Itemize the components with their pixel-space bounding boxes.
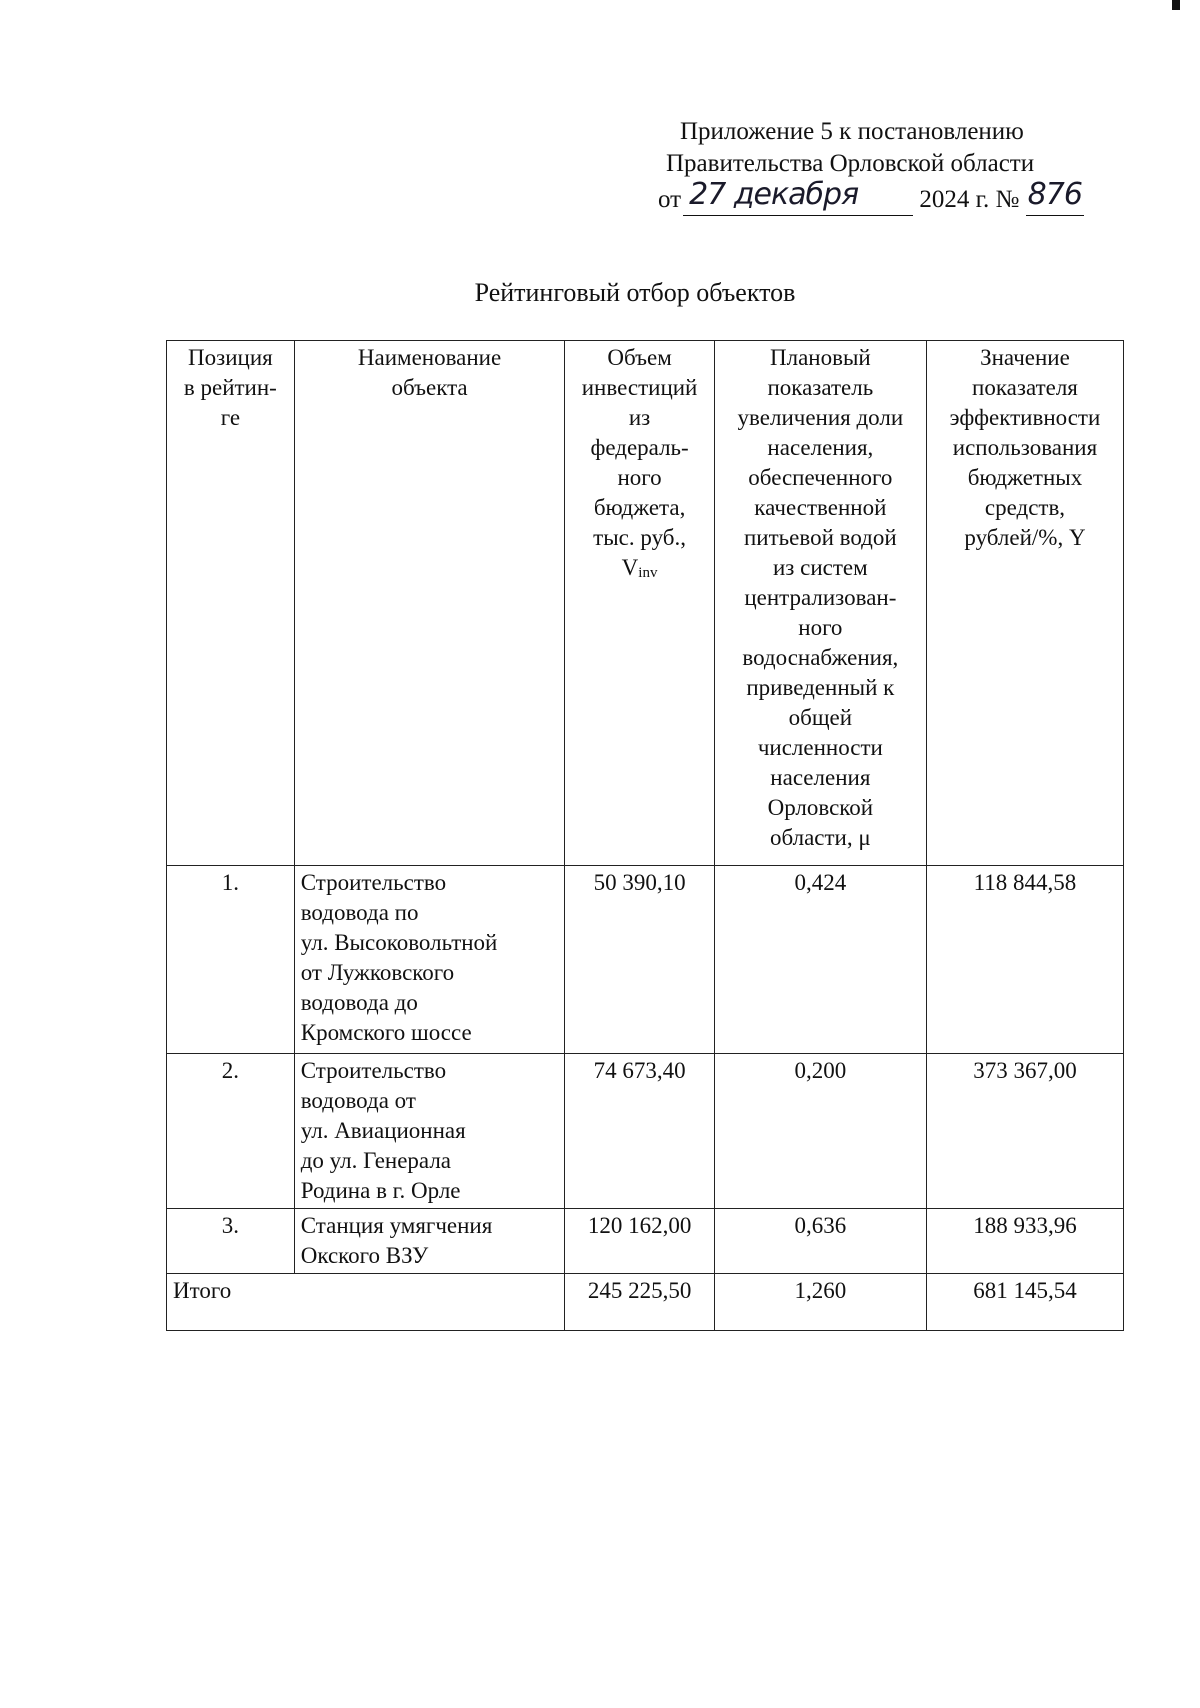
- header-volume-symbol-sub: inv: [638, 565, 658, 581]
- cell-volume: 74 673,40: [565, 1054, 714, 1209]
- cell-name: Станция умягчения Окского ВЗУ: [294, 1209, 565, 1274]
- date-number-line: [658, 177, 1084, 216]
- header-value: Значение показателя эффективности использования бюджетных средств, рублей/%, Y: [926, 341, 1123, 866]
- cell-position: 1.: [167, 866, 295, 1054]
- header-volume-text: Объем инвестиций из федераль- ного бюджета, тыс. руб.,: [581, 345, 698, 550]
- handwritten-number: 876: [1027, 177, 1082, 212]
- cell-volume: 50 390,10: [565, 866, 714, 1054]
- total-label: Итого: [167, 1274, 565, 1331]
- cell-position: 2.: [167, 1054, 295, 1209]
- table-header-row: [167, 341, 1124, 866]
- date-prefix: от: [658, 186, 682, 213]
- document-title: Рейтинговый отбор объектов: [474, 278, 796, 307]
- total-value: 681 145,54: [926, 1274, 1123, 1331]
- government-line: Правительства Орловской области: [666, 150, 1035, 177]
- header-name: Наименование объекта: [294, 341, 565, 866]
- header-plan: Плановый показатель увеличения доли населения, обеспеченного качественной питьевой водой из систем централизован- ного водоснабжения, приведенный к общей численности населения Орловской области, μ: [714, 341, 926, 866]
- cell-name: Строительство водовода по ул. Высоковольтной от Лужковского водовода до Кромского шоссе: [294, 866, 565, 1054]
- handwritten-date: 27 декабря: [689, 177, 859, 212]
- cell-name: Строительство водовода от ул. Авиационная до ул. Генерала Родина в г. Орле: [294, 1054, 565, 1209]
- cell-volume: 120 162,00: [565, 1209, 714, 1274]
- year-number-label: 2024 г. №: [919, 186, 1020, 213]
- table-row: [167, 866, 1124, 1054]
- total-row: [167, 1274, 1124, 1331]
- number-field: [1026, 177, 1084, 216]
- cell-value: 188 933,96: [926, 1209, 1123, 1274]
- cell-plan: 0,200: [714, 1054, 926, 1209]
- cell-plan: 0,636: [714, 1209, 926, 1274]
- cell-value: 373 367,00: [926, 1054, 1123, 1209]
- rating-table: [166, 340, 1124, 1331]
- date-field: [683, 177, 913, 216]
- appendix-line: Приложение 5 к постановлению: [680, 118, 1024, 145]
- header-position: Позиция в рейтин- ге: [167, 341, 295, 866]
- total-volume: 245 225,50: [565, 1274, 714, 1331]
- cell-position: 3.: [167, 1209, 295, 1274]
- header-volume: [565, 341, 714, 866]
- cell-value: 118 844,58: [926, 866, 1123, 1054]
- page-corner-mark: [1172, 0, 1180, 10]
- cell-plan: 0,424: [714, 866, 926, 1054]
- table-row: [167, 1209, 1124, 1274]
- header-volume-symbol: V: [621, 555, 639, 580]
- total-plan: 1,260: [714, 1274, 926, 1331]
- table-row: [167, 1054, 1124, 1209]
